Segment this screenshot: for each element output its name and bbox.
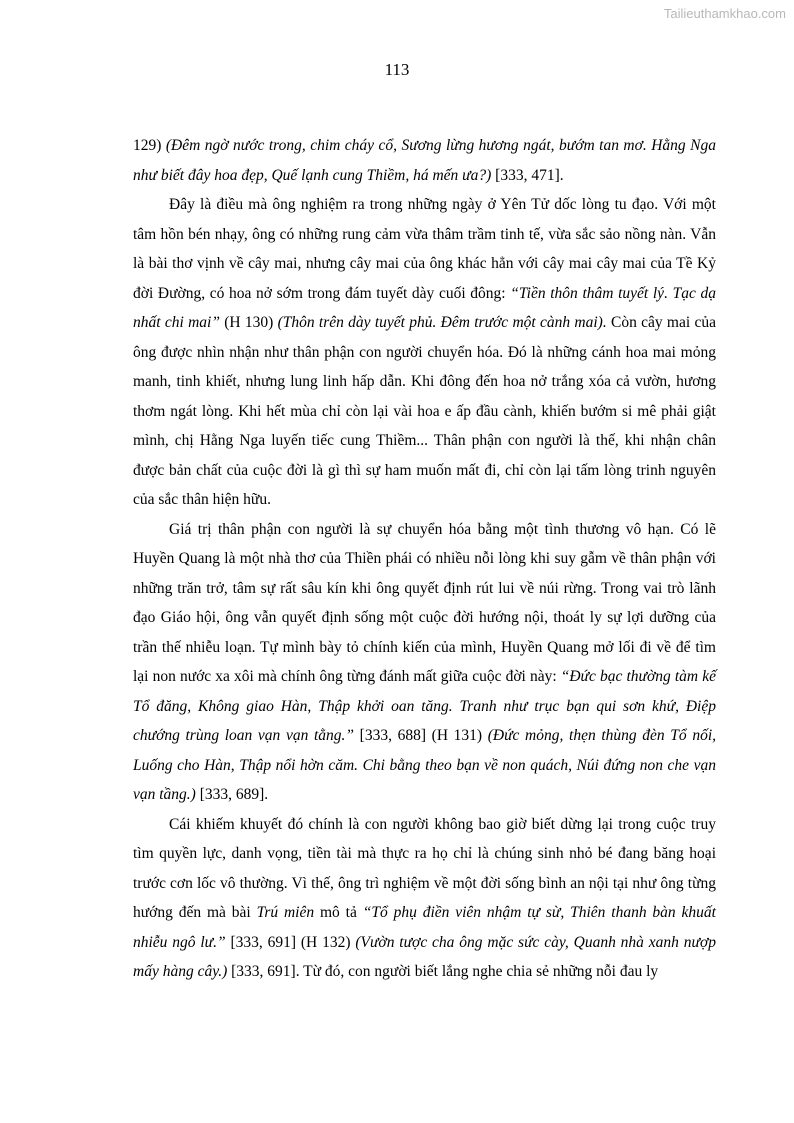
text-run: [333, 691]. Từ đó, con người biết lắng nghe chia sẻ những nỗi đau ly: [227, 963, 659, 980]
paragraph-3: [133, 515, 716, 810]
text-run: mô tả: [314, 904, 363, 921]
page-number: 113: [384, 60, 410, 79]
text-run-italic: (Đêm ngờ nước trong, chim cháy cổ, Sương lừng hương ngát, bướm tan mơ. Hằng Nga như biết đây hoa đẹp, Quế lạnh cung Thiềm, há mến ưa?): [133, 137, 716, 184]
text-run: [333, 689].: [195, 786, 269, 803]
text-run: 129): [133, 137, 166, 154]
text-run-italic: “Đức bạc thường tàm kế Tổ đăng, Không giao Hàn, Thập khởi oan tăng. Tranh như trục bạn qui sơn khứ, Điệp chướng trùng loan vạn vạn tằng.”: [133, 668, 716, 744]
watermark: Tailieuthamkhao.com: [663, 6, 786, 21]
text-run: (H 130): [219, 314, 278, 331]
text-run-italic: (Vườn tược cha ông mặc sức cày, Quanh nhà xanh nượp mấy hàng cây.): [133, 933, 716, 980]
text-run: [333, 471].: [491, 166, 564, 184]
text-run: Giá trị thân phận con người là sự chuyển hóa bằng một tình thương vô hạn. Có lẽ Huyền Quang là một nhà thơ của Thiền phái có nhiều nỗi lòng khi suy gẫm về thân phận với những trăn trở, tâm sự rất sâu kín khi ông quyết định rút lui về núi rừng. Trong vai trò lãnh đạo Giáo hội, ông vẫn quyết định sống một cuộc đời hướng nội, thoát ly sự lợi dưỡng của trần thế nhiễu loạn. Tự mình bày tỏ chính kiến của mình, Huyền Quang mở lối đi về để tìm lại non nước xa xôi mà chính ông từng đánh mất giữa cuộc đời này:: [133, 520, 716, 685]
paragraph-4: [133, 810, 716, 987]
paragraph-2: [133, 190, 716, 515]
paragraph-1: [133, 131, 716, 190]
text-run: Đây là điều mà ông nghiệm ra trong những ngày ở Yên Tử dốc lòng tu đạo. Với một tâm hồn bén nhạy, ông có những rung cảm vừa thâm trầm tinh tế, vừa sắc sảo nồng nàn. Vẫn là bài thơ vịnh về cây mai, nhưng cây mai của ông khác hẳn với cây mai cây mai của Tề Kỷ đời Đường, có hoa nở sớm trong đám tuyết dày cuối đông:: [133, 196, 716, 302]
text-run: [333, 688] (H 131): [354, 727, 488, 744]
body-text: [133, 131, 716, 987]
text-run-italic: (Đức mỏng, thẹn thùng đèn Tổ nối, Luống cho Hàn, Thập nổi hờn căm. Chi bằng theo bạn về non quách, Núi đứng non che vạn vạn tầng.): [133, 727, 717, 803]
text-run-italic: Trú miên: [256, 904, 315, 921]
text-run-italic: (Thôn trên dày tuyết phủ. Đêm trước một cành mai).: [277, 314, 607, 331]
text-run: Cái khiếm khuyết đó chính là con người không bao giờ biết dừng lại trong cuộc truy tìm quyền lực, danh vọng, tiền tài mà thực ra họ chỉ là chúng sinh nhỏ bé đang băng hoại trước cơn lốc vô thường. Vì thế, ông trì nghiệm về một đời sống bình an nội tại như ông từng hướng đến mà bài: [133, 815, 716, 921]
text-run: Còn cây mai của ông được nhìn nhận như thân phận con người chuyển hóa. Đó là những cánh hoa mai mỏng manh, tinh khiết, nhưng lung linh hấp dẫn. Khi đông đến hoa nở trắng xóa cả vườn, hương thơm ngát lòng. Khi hết mùa chỉ còn lại vài hoa e ấp đầu cành, khiến bướm si mê phải giật mình, chị Hằng Nga luyến tiếc cung Thiềm... Thân phận con người là thế, khi nhận chân được bản chất của cuộc đời là gì thì sự ham muốn mất đi, chỉ còn lại tấm lòng trinh nguyên của sắc thân hiện hữu.: [133, 314, 716, 508]
text-run-italic: “Tiền thôn thâm tuyết lý. Tạc dạ nhất chi mai”: [133, 284, 716, 331]
text-run: [333, 691] (H 132): [225, 933, 356, 951]
text-run-italic: “Tổ phụ điền viên nhậm tự sừ, Thiên thanh bàn khuất nhiễu ngô lư.”: [133, 904, 716, 951]
